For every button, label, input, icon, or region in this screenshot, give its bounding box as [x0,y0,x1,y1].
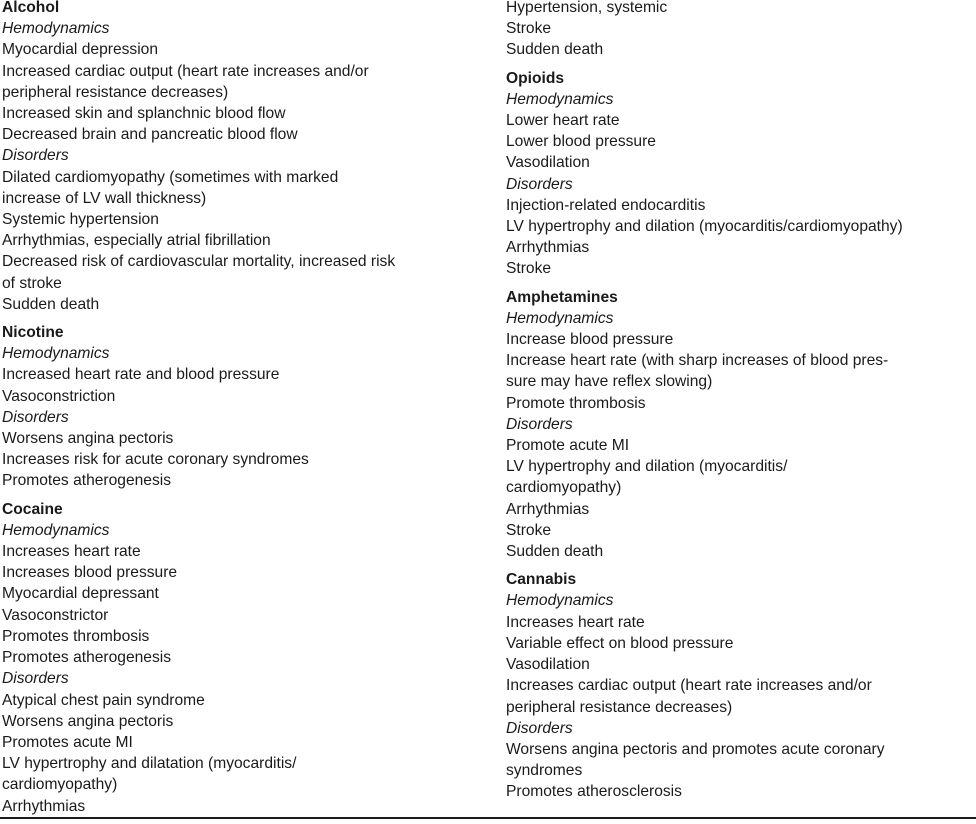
subheading: Disorders [2,408,69,426]
list-item: Hypertension, systemic [506,0,668,16]
list-item: Promotes thrombosis [2,627,150,645]
list-item: Increases heart rate [506,613,645,631]
list-item: Arrhythmias [506,500,590,518]
list-item: Increases risk for acute coronary syndromes [2,451,309,469]
list-item: Variable effect on blood pressure [506,634,734,652]
section-title: Amphetamines [506,288,618,306]
section-continued [506,0,974,61]
list-item: Vasoconstrictor [2,606,109,624]
subheading: Hemodynamics [2,20,110,38]
list-item: syndromes [506,762,583,780]
left-column [2,0,480,824]
list-item: Myocardial depression [2,41,159,59]
list-item: Lower heart rate [506,112,620,130]
list-item: Stroke [506,260,552,278]
list-item: Lower blood pressure [506,133,656,151]
subheading: Hemodynamics [2,345,110,363]
section-cocaine [2,499,480,817]
list-item: Increased skin and splanchnic blood flow [2,105,286,123]
list-item: Increased heart rate and blood pressure [2,366,280,384]
list-item: Increase heart rate (with sharp increases of blood pres- [506,352,889,370]
subheading: Hemodynamics [506,309,614,327]
list-item: Worsens angina pectoris [2,430,174,448]
list-item: Promotes atherogenesis [2,472,172,490]
list-item: Dilated cardiomyopathy (sometimes with marked [2,168,339,186]
list-item: Promote acute MI [506,437,630,455]
list-item: increase of LV wall thickness) [2,189,207,207]
list-item: peripheral resistance decreases) [506,698,733,716]
section-cannabis [506,569,974,802]
section-title: Nicotine [2,324,64,342]
list-item: Sudden death [506,41,604,59]
list-item: sure may have reflex slowing) [506,373,713,391]
list-item: Promotes atherosclerosis [506,783,682,801]
list-item: Myocardial depressant [2,585,159,603]
list-item: Arrhythmias, especially atrial fibrillation [2,232,271,250]
section-title: Cocaine [2,500,63,518]
subheading: Hemodynamics [506,592,614,610]
subheading: Disorders [506,415,573,433]
section-alcohol [2,0,480,315]
list-item: LV hypertrophy and dilatation (myocarditis/ [2,755,297,773]
list-item: of stroke [2,274,62,292]
list-item: Decreased brain and pancreatic blood flow [2,126,298,144]
list-item: Promote thrombosis [506,394,646,412]
list-item: Vasodilation [506,656,590,674]
list-item: Increases heart rate [2,543,141,561]
list-item: cardiomyopathy) [2,776,118,794]
list-item: Decreased risk of cardiovascular mortality, increased risk [2,253,396,271]
section-nicotine [2,322,480,492]
list-item: Promotes acute MI [2,733,133,751]
list-item: Arrhythmias [506,239,590,257]
list-item: Increases cardiac output (heart rate increases and/or [506,677,872,695]
list-item: Promotes atherogenesis [2,649,172,667]
list-item: Worsens angina pectoris [2,712,174,730]
list-item: Sudden death [506,543,604,561]
subheading: Disorders [506,175,573,193]
list-item: Sudden death [2,295,100,313]
list-item: Increased cardiac output (heart rate increases and/or [2,62,369,80]
section-title: Alcohol [2,0,60,16]
subheading: Disorders [506,719,573,737]
list-item: Atypical chest pain syndrome [2,691,205,709]
list-item: Systemic hypertension [2,211,159,229]
section-opioids [506,68,974,280]
list-item: Increase blood pressure [506,331,674,349]
subheading: Hemodynamics [2,521,110,539]
bottom-rule [0,817,976,819]
section-title: Opioids [506,69,565,87]
list-item: Arrhythmias [2,797,86,815]
list-item: peripheral resistance decreases) [2,83,229,101]
subheading: Disorders [2,147,69,165]
section-title: Cannabis [506,571,577,589]
list-item: Vasodilation [506,154,590,172]
list-item: Injection-related endocarditis [506,196,706,214]
list-item: Stroke [506,20,552,38]
list-item: Vasoconstriction [2,387,116,405]
list-item: Worsens angina pectoris and promotes acute coronary [506,740,885,758]
list-item: Stroke [506,521,552,539]
section-amphetamines [506,287,974,563]
subheading: Disorders [2,670,69,688]
list-item: Increases blood pressure [2,564,178,582]
list-item: LV hypertrophy and dilation (myocarditis/cardiomyopathy) [506,218,903,236]
list-item: cardiomyopathy) [506,479,622,497]
list-item: LV hypertrophy and dilation (myocarditis/ [506,458,788,476]
subheading: Hemodynamics [506,90,614,108]
right-column [506,0,974,810]
